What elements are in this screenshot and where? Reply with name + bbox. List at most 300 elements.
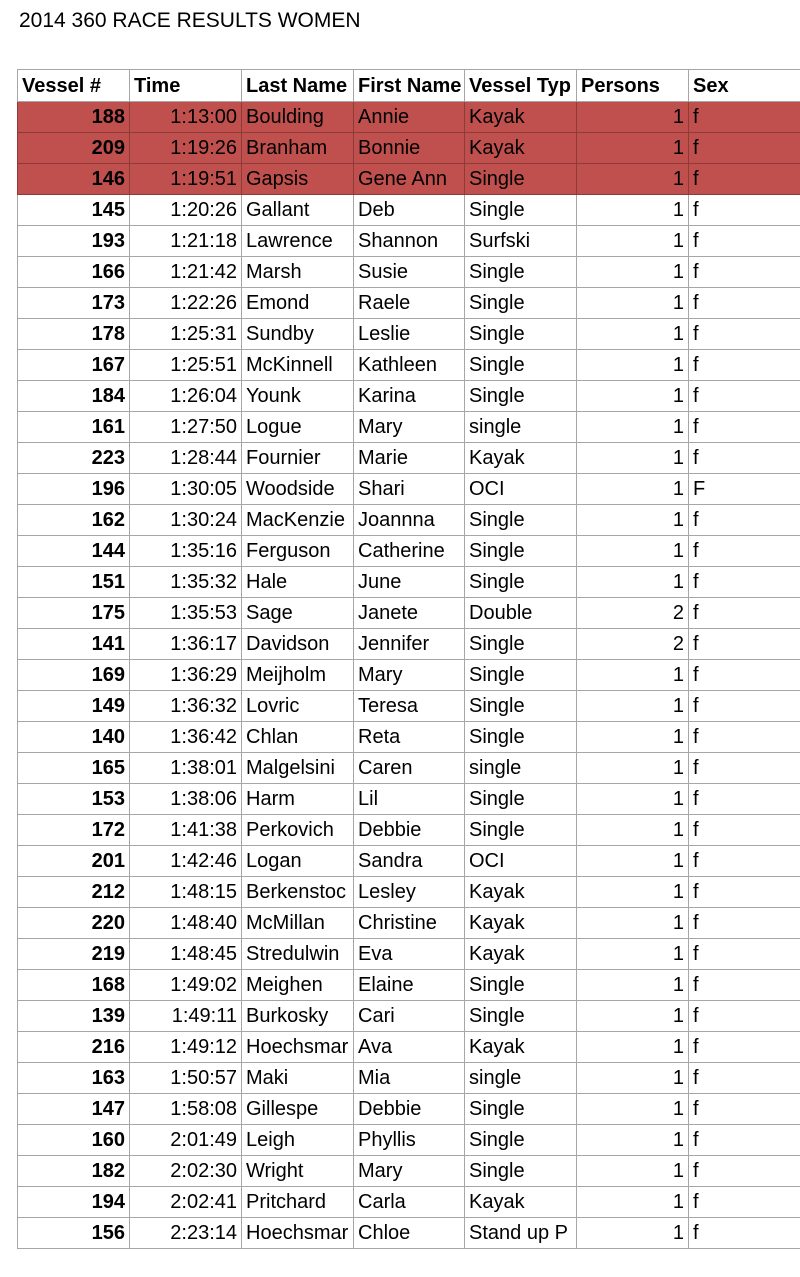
cell-last-name: Gillespe [242,1094,354,1125]
cell-vessel-type: Single [465,629,577,660]
cell-vessel-type: Kayak [465,939,577,970]
table-row [18,1187,800,1218]
cell-time: 2:23:14 [130,1218,242,1249]
cell-first-name: Sandra [354,846,465,877]
cell-time: 1:38:06 [130,784,242,815]
cell-last-name: Woodside [242,474,354,505]
cell-time: 1:35:53 [130,598,242,629]
cell-vessel-number: 160 [18,1125,130,1156]
table-row [18,1001,800,1032]
cell-sex: f [689,753,800,784]
cell-persons: 1 [577,939,689,970]
cell-vessel-type: Kayak [465,133,577,164]
cell-persons: 1 [577,288,689,319]
table-row [18,629,800,660]
cell-vessel-number: 201 [18,846,130,877]
cell-time: 1:36:32 [130,691,242,722]
cell-sex: f [689,1063,800,1094]
cell-first-name: Ava [354,1032,465,1063]
cell-time: 1:49:02 [130,970,242,1001]
cell-vessel-type: Single [465,164,577,195]
cell-time: 1:25:31 [130,319,242,350]
cell-sex: f [689,784,800,815]
cell-vessel-type: Single [465,195,577,226]
cell-sex: f [689,567,800,598]
cell-vessel-number: 178 [18,319,130,350]
table-row [18,164,800,195]
cell-time: 1:25:51 [130,350,242,381]
table-row [18,1218,800,1249]
cell-persons: 1 [577,319,689,350]
cell-vessel-number: 223 [18,443,130,474]
cell-last-name: Logue [242,412,354,443]
cell-persons: 2 [577,629,689,660]
results-body [18,102,800,1249]
cell-vessel-type: Single [465,350,577,381]
cell-vessel-number: 144 [18,536,130,567]
cell-time: 1:35:32 [130,567,242,598]
table-row [18,195,800,226]
cell-first-name: Janete [354,598,465,629]
cell-time: 1:48:15 [130,877,242,908]
cell-vessel-number: 146 [18,164,130,195]
cell-last-name: Sage [242,598,354,629]
cell-persons: 1 [577,970,689,1001]
cell-first-name: Mary [354,1156,465,1187]
cell-persons: 1 [577,691,689,722]
cell-time: 1:36:29 [130,660,242,691]
cell-vessel-type: Single [465,1001,577,1032]
cell-last-name: Ferguson [242,536,354,567]
cell-first-name: Leslie [354,319,465,350]
cell-vessel-type: Single [465,722,577,753]
cell-vessel-type: Single [465,536,577,567]
cell-vessel-type: Double [465,598,577,629]
cell-vessel-type: Kayak [465,877,577,908]
cell-sex: f [689,102,800,133]
cell-vessel-number: 173 [18,288,130,319]
cell-vessel-number: 194 [18,1187,130,1218]
results-table [17,69,800,1249]
cell-persons: 1 [577,722,689,753]
table-row [18,474,800,505]
cell-vessel-number: 162 [18,505,130,536]
cell-sex: f [689,815,800,846]
cell-first-name: Susie [354,257,465,288]
cell-persons: 1 [577,474,689,505]
cell-last-name: Lawrence [242,226,354,257]
cell-vessel-type: Kayak [465,908,577,939]
cell-vessel-number: 209 [18,133,130,164]
table-row [18,412,800,443]
cell-persons: 1 [577,660,689,691]
cell-persons: 1 [577,536,689,567]
cell-vessel-number: 168 [18,970,130,1001]
table-row [18,1125,800,1156]
cell-first-name: Carla [354,1187,465,1218]
cell-time: 2:02:30 [130,1156,242,1187]
cell-first-name: June [354,567,465,598]
cell-persons: 1 [577,1094,689,1125]
cell-last-name: Meijholm [242,660,354,691]
cell-vessel-number: 139 [18,1001,130,1032]
cell-sex: f [689,1032,800,1063]
table-row [18,133,800,164]
cell-vessel-number: 175 [18,598,130,629]
cell-vessel-type: Single [465,815,577,846]
cell-last-name: Younk [242,381,354,412]
cell-vessel-type: single [465,412,577,443]
cell-last-name: Hale [242,567,354,598]
cell-persons: 1 [577,257,689,288]
cell-first-name: Joannna [354,505,465,536]
cell-sex: f [689,877,800,908]
cell-sex: f [689,288,800,319]
cell-last-name: Branham [242,133,354,164]
cell-first-name: Teresa [354,691,465,722]
cell-last-name: Harm [242,784,354,815]
cell-vessel-type: Single [465,1156,577,1187]
cell-first-name: Jennifer [354,629,465,660]
cell-vessel-type: Single [465,288,577,319]
cell-time: 1:20:26 [130,195,242,226]
cell-time: 1:50:57 [130,1063,242,1094]
cell-time: 1:26:04 [130,381,242,412]
cell-sex: f [689,257,800,288]
table-row [18,1156,800,1187]
cell-vessel-type: Single [465,1125,577,1156]
cell-vessel-number: 184 [18,381,130,412]
cell-sex: f [689,1125,800,1156]
cell-vessel-number: 149 [18,691,130,722]
cell-last-name: Meighen [242,970,354,1001]
cell-vessel-number: 193 [18,226,130,257]
cell-time: 1:30:05 [130,474,242,505]
cell-vessel-type: Single [465,319,577,350]
cell-persons: 1 [577,1156,689,1187]
cell-persons: 1 [577,1125,689,1156]
cell-vessel-type: Stand up P [465,1218,577,1249]
cell-vessel-number: 156 [18,1218,130,1249]
cell-first-name: Karina [354,381,465,412]
cell-sex: f [689,1094,800,1125]
cell-persons: 1 [577,877,689,908]
header-sex: Sex [689,70,800,102]
cell-persons: 1 [577,815,689,846]
cell-time: 1:27:50 [130,412,242,443]
cell-sex: f [689,970,800,1001]
cell-first-name: Reta [354,722,465,753]
cell-last-name: Malgelsini [242,753,354,784]
cell-sex: f [689,598,800,629]
cell-first-name: Debbie [354,815,465,846]
cell-time: 1:48:45 [130,939,242,970]
cell-persons: 1 [577,443,689,474]
cell-vessel-type: Single [465,970,577,1001]
cell-sex: f [689,1187,800,1218]
table-row [18,381,800,412]
cell-time: 1:19:26 [130,133,242,164]
cell-vessel-number: 140 [18,722,130,753]
cell-persons: 1 [577,505,689,536]
cell-vessel-type: OCI [465,474,577,505]
cell-first-name: Mary [354,412,465,443]
cell-vessel-number: 212 [18,877,130,908]
cell-sex: f [689,226,800,257]
cell-first-name: Raele [354,288,465,319]
cell-vessel-number: 216 [18,1032,130,1063]
cell-sex: f [689,195,800,226]
cell-first-name: Debbie [354,1094,465,1125]
table-row [18,1094,800,1125]
cell-last-name: Maki [242,1063,354,1094]
cell-last-name: Marsh [242,257,354,288]
cell-vessel-type: Kayak [465,443,577,474]
table-row [18,939,800,970]
table-row [18,536,800,567]
cell-vessel-type: single [465,753,577,784]
cell-vessel-type: Single [465,567,577,598]
cell-persons: 1 [577,164,689,195]
cell-vessel-type: Single [465,257,577,288]
cell-time: 1:28:44 [130,443,242,474]
cell-vessel-type: Single [465,691,577,722]
cell-first-name: Kathleen [354,350,465,381]
cell-last-name: MacKenzie [242,505,354,536]
cell-first-name: Shari [354,474,465,505]
cell-first-name: Deb [354,195,465,226]
cell-sex: f [689,412,800,443]
cell-first-name: Lil [354,784,465,815]
cell-time: 1:36:17 [130,629,242,660]
cell-persons: 1 [577,1218,689,1249]
cell-last-name: Perkovich [242,815,354,846]
cell-persons: 1 [577,350,689,381]
header-vessel-type: Vessel Typ [465,70,577,102]
cell-sex: f [689,164,800,195]
cell-persons: 1 [577,567,689,598]
cell-time: 1:19:51 [130,164,242,195]
cell-vessel-number: 165 [18,753,130,784]
cell-vessel-number: 169 [18,660,130,691]
table-row [18,970,800,1001]
table-row [18,1032,800,1063]
cell-vessel-type: Single [465,784,577,815]
table-row [18,660,800,691]
cell-time: 2:02:41 [130,1187,242,1218]
cell-last-name: Wright [242,1156,354,1187]
cell-last-name: Berkenstoc [242,877,354,908]
table-row [18,257,800,288]
cell-vessel-type: Single [465,660,577,691]
cell-persons: 1 [577,381,689,412]
cell-first-name: Lesley [354,877,465,908]
cell-persons: 1 [577,846,689,877]
cell-persons: 1 [577,226,689,257]
cell-vessel-number: 166 [18,257,130,288]
cell-last-name: Hoechsmar [242,1218,354,1249]
cell-last-name: Gapsis [242,164,354,195]
cell-vessel-number: 167 [18,350,130,381]
cell-vessel-type: Single [465,1094,577,1125]
table-row [18,319,800,350]
table-row [18,846,800,877]
cell-first-name: Cari [354,1001,465,1032]
cell-last-name: Hoechsmar [242,1032,354,1063]
cell-vessel-number: 163 [18,1063,130,1094]
cell-last-name: McKinnell [242,350,354,381]
cell-persons: 1 [577,908,689,939]
table-row [18,102,800,133]
cell-first-name: Phyllis [354,1125,465,1156]
cell-vessel-number: 147 [18,1094,130,1125]
cell-persons: 1 [577,412,689,443]
header-last-name: Last Name [242,70,354,102]
cell-time: 1:58:08 [130,1094,242,1125]
table-row [18,877,800,908]
cell-vessel-type: Single [465,505,577,536]
cell-time: 1:30:24 [130,505,242,536]
page-title: 2014 360 RACE RESULTS WOMEN [19,9,361,32]
cell-vessel-number: 151 [18,567,130,598]
cell-last-name: Davidson [242,629,354,660]
cell-vessel-number: 172 [18,815,130,846]
cell-first-name: Chloe [354,1218,465,1249]
cell-first-name: Shannon [354,226,465,257]
table-row [18,908,800,939]
cell-sex: F [689,474,800,505]
cell-sex: f [689,629,800,660]
table-row [18,753,800,784]
cell-first-name: Mary [354,660,465,691]
cell-last-name: McMillan [242,908,354,939]
cell-vessel-type: Single [465,381,577,412]
cell-time: 1:13:00 [130,102,242,133]
cell-first-name: Eva [354,939,465,970]
cell-sex: f [689,691,800,722]
cell-persons: 1 [577,133,689,164]
cell-first-name: Catherine [354,536,465,567]
cell-first-name: Caren [354,753,465,784]
cell-last-name: Lovric [242,691,354,722]
cell-vessel-number: 145 [18,195,130,226]
cell-vessel-number: 196 [18,474,130,505]
cell-persons: 1 [577,1032,689,1063]
cell-persons: 1 [577,102,689,133]
cell-last-name: Gallant [242,195,354,226]
cell-last-name: Sundby [242,319,354,350]
cell-persons: 1 [577,784,689,815]
cell-vessel-number: 153 [18,784,130,815]
cell-last-name: Burkosky [242,1001,354,1032]
cell-vessel-number: 220 [18,908,130,939]
cell-sex: f [689,350,800,381]
cell-sex: f [689,133,800,164]
cell-persons: 2 [577,598,689,629]
cell-first-name: Annie [354,102,465,133]
cell-persons: 1 [577,195,689,226]
header-persons: Persons [577,70,689,102]
cell-sex: f [689,1001,800,1032]
cell-last-name: Pritchard [242,1187,354,1218]
header-row [18,70,800,102]
cell-vessel-type: Surfski [465,226,577,257]
cell-time: 1:35:16 [130,536,242,567]
table-row [18,1063,800,1094]
cell-time: 1:22:26 [130,288,242,319]
cell-vessel-number: 161 [18,412,130,443]
cell-sex: f [689,939,800,970]
cell-sex: f [689,381,800,412]
cell-vessel-number: 219 [18,939,130,970]
cell-persons: 1 [577,1063,689,1094]
cell-persons: 1 [577,1001,689,1032]
cell-persons: 1 [577,753,689,784]
cell-vessel-number: 141 [18,629,130,660]
cell-vessel-type: OCI [465,846,577,877]
cell-time: 1:36:42 [130,722,242,753]
cell-sex: f [689,660,800,691]
cell-first-name: Mia [354,1063,465,1094]
cell-vessel-number: 188 [18,102,130,133]
table-row [18,567,800,598]
cell-sex: f [689,722,800,753]
table-row [18,443,800,474]
cell-vessel-type: Kayak [465,1187,577,1218]
table-row [18,288,800,319]
cell-first-name: Marie [354,443,465,474]
cell-sex: f [689,536,800,567]
cell-last-name: Stredulwin [242,939,354,970]
cell-persons: 1 [577,1187,689,1218]
header-vessel-number: Vessel # [18,70,130,102]
cell-time: 1:48:40 [130,908,242,939]
cell-vessel-number: 182 [18,1156,130,1187]
cell-time: 1:42:46 [130,846,242,877]
table-row [18,784,800,815]
table-row [18,598,800,629]
table-row [18,226,800,257]
cell-last-name: Chlan [242,722,354,753]
cell-last-name: Logan [242,846,354,877]
cell-sex: f [689,443,800,474]
cell-sex: f [689,1218,800,1249]
cell-last-name: Boulding [242,102,354,133]
cell-time: 1:49:11 [130,1001,242,1032]
cell-sex: f [689,1156,800,1187]
cell-last-name: Fournier [242,443,354,474]
cell-vessel-type: Kayak [465,1032,577,1063]
cell-time: 1:21:42 [130,257,242,288]
cell-vessel-type: Kayak [465,102,577,133]
table-row [18,691,800,722]
cell-time: 1:49:12 [130,1032,242,1063]
table-row [18,722,800,753]
cell-sex: f [689,846,800,877]
cell-first-name: Elaine [354,970,465,1001]
table-row [18,815,800,846]
cell-time: 2:01:49 [130,1125,242,1156]
cell-first-name: Christine [354,908,465,939]
cell-sex: f [689,319,800,350]
cell-last-name: Emond [242,288,354,319]
header-first-name: First Name [354,70,465,102]
cell-time: 1:41:38 [130,815,242,846]
cell-vessel-type: single [465,1063,577,1094]
cell-sex: f [689,908,800,939]
cell-last-name: Leigh [242,1125,354,1156]
header-time: Time [130,70,242,102]
